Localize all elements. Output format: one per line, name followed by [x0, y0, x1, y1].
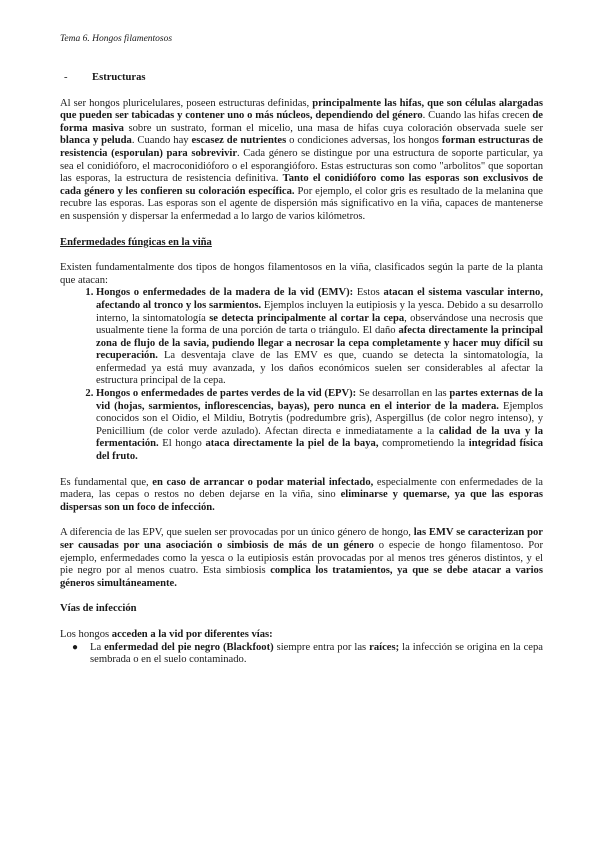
bullet-dot-icon: ● [72, 641, 79, 653]
list-item-epv: 2. Hongos o enfermedades de partes verdes de la vid (EPV): Se desarrollan en las partes externas de la vid (hojas, sarmientos, inflorescencias, bayas), pero nunca en el interior de la madera. Ejemplos conocidos son el Oidio, el Mildiu, Botrytis (podredumbre gris), Aspergillus (de color negro intenso), y Penicillium (de color verde azulado). Afectan directa e inmediatamente a la calidad de la uva y la fermentación. El hongo ataca directamente la piel de la baya, comprometiendo la integridad física del fruto. [96, 388, 543, 464]
enfermedades-intro: Existen fundamentalmente dos tipos de hongos filamentosos en la viña, clasificados según la parte de la planta que atacan: [60, 262, 543, 286]
list-item-blackfoot: ● La enfermedad del pie negro (Blackfoot) siempre entra por las raíces; la infección se origina en la cepa sembrada o en el suelo contaminado. [72, 641, 543, 666]
estructuras-heading [60, 72, 543, 85]
enfermedades-heading: Enfermedades fúngicas en la viña [60, 236, 212, 248]
vias-heading: Vías de infección [60, 603, 137, 615]
enfermedades-list [60, 287, 543, 463]
vias-intro: Los hongos acceden a la vid por diferentes vías: [60, 628, 273, 640]
diferencia-paragraph: A diferencia de las EPV, que suelen ser provocadas por un único género de hongo, las EMV se caracterizan por ser causadas por una asociación o simbiosis de más de un género o especie de hongo filamentoso. Por ejemplo, enfermedades como la yesca o la eutipiosis están provocadas por al menos tres géneros distintos, y el pie negro por al menos cuatro. Esta simbiosis complica los tratamientos, ya que se debe atacar a varios géneros simultáneamente. [60, 527, 543, 589]
document-body [60, 72, 543, 667]
dash-bullet: - [64, 72, 68, 83]
vias-list [60, 642, 543, 667]
estructuras-paragraph: Al ser hongos pluricelulares, poseen estructuras definidas, principalmente las hifas, que son células alargadas que pueden ser tabicadas y contener uno o más núcleos, dependiendo del género. Cuando las hifas crecen de forma masiva sobre un sustrato, forman el micelio, una masa de hifas cuya coloración observada suele ser blanca y peluda. Cuando hay escasez de nutrientes o condiciones adversas, los hongos forman estructuras de resistencia (esporulan) para sobrevivir. Cada género se distingue por una estructura de soporte particular, ya sea el conidióforo, el macroconidióforo o el esporangióforo. Estas estructuras son como "arbolitos" que soportan las esporas, la estructura de resistencia definitiva. Tanto el conidióforo como las esporas son exclusivos de cada género y les confieren su coloración específica. Por ejemplo, el color gris es resultado de la melanina que recubre las esporas. Las esporas son el agente de dispersión más significativo en la viña, capaces de mantenerse en suspensión y dispersar la enfermedad a lo largo de varios kilómetros. [60, 97, 543, 222]
running-header: Tema 6. Hongos filamentosos [60, 34, 173, 44]
list-item-emv: 1. Hongos o enfermedades de la madera de la vid (EMV): Estos atacan el sistema vascular interno, afectando al tronco y los sarmientos. Ejemplos incluyen la eutipiosis y la yesca. Debido a su desarrollo interno, la sintomatología se detecta principalmente al cortar la cepa, observándose una necrosis que usualmente tiene la forma de una porción de tarta o triángulo. El daño afecta directamente la principal zona de flujo de la savia, pudiendo llegar a necrosar la cepa completamente y hacer muy difícil su recuperación. La desventaja clave de las EMV es que, cuando se detecta la sintomatología, la enfermedad ya está muy avanzada, y los daños económicos suelen ser considerables al afectar la estructura principal de la cepa. [96, 287, 543, 388]
estructuras-heading-text: Estructuras [92, 72, 146, 83]
fundamental-paragraph: Es fundamental que, en caso de arrancar o podar material infectado, especialmente con enfermedades de la madera, las cepas o restos no deben dejarse en la viña, sino eliminarse y quemarse, ya que las esporas dispersas son un foco de infección. [60, 476, 543, 513]
